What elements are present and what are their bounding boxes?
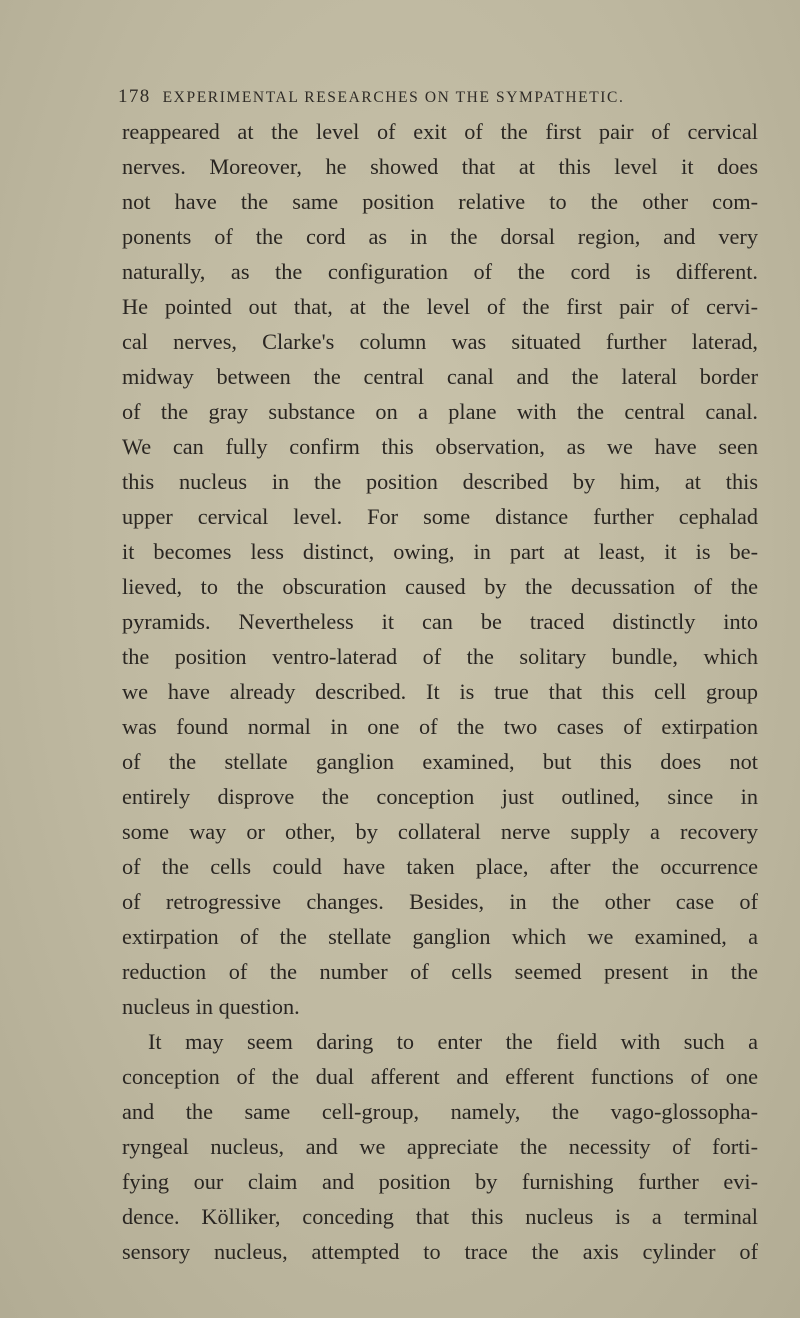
- text-line: naturally, as the configuration of the cord is different.: [122, 259, 758, 284]
- text-line: dence. Kölliker, conceding that this nucleus is a terminal: [122, 1204, 758, 1229]
- running-title: EXPERIMENTAL RESEARCHES ON THE SYMPATHETIC.: [162, 89, 625, 106]
- text-line: not have the same position relative to the other com-: [122, 189, 758, 214]
- text-line: this nucleus in the position described by him, at this: [122, 469, 758, 494]
- text-line: the position ventro-laterad of the solitary bundle, which: [122, 644, 758, 669]
- text-line: entirely disprove the conception just outlined, since in: [122, 784, 758, 809]
- text-line: of the stellate ganglion examined, but this does not: [122, 749, 758, 774]
- text-line: We can fully confirm this observation, as we have seen: [122, 434, 758, 459]
- running-head: [118, 86, 624, 108]
- text-line: reappeared at the level of exit of the first pair of cervical: [122, 119, 758, 144]
- text-line: reduction of the number of cells seemed present in the: [122, 959, 758, 984]
- text-line: nucleus in question.: [122, 994, 300, 1019]
- text-line: extirpation of the stellate ganglion which we examined, a: [122, 924, 758, 949]
- text-line: of retrogressive changes. Besides, in the other case of: [122, 889, 758, 914]
- page-number: 178: [118, 86, 151, 107]
- text-line: upper cervical level. For some distance further cephalad: [122, 504, 758, 529]
- text-line: pyramids. Nevertheless it can be traced distinctly into: [122, 609, 758, 634]
- text-line: of the gray substance on a plane with the central canal.: [122, 399, 758, 424]
- text-line: ryngeal nucleus, and we appreciate the necessity of forti-: [122, 1134, 758, 1159]
- text-line: sensory nucleus, attempted to trace the axis cylinder of: [122, 1239, 758, 1264]
- text-line: It may seem daring to enter the field with such a: [148, 1029, 758, 1054]
- text-line: nerves. Moreover, he showed that at this level it does: [122, 154, 758, 179]
- body-text: [122, 114, 758, 1269]
- text-line: He pointed out that, at the level of the first pair of cervi-: [122, 294, 758, 319]
- text-line: lieved, to the obscuration caused by the decussation of the: [122, 574, 758, 599]
- text-line: conception of the dual afferent and efferent functions of one: [122, 1064, 758, 1089]
- text-line: cal nerves, Clarke's column was situated further laterad,: [122, 329, 758, 354]
- text-line: it becomes less distinct, owing, in part at least, it is be-: [122, 539, 758, 564]
- text-line: and the same cell-group, namely, the vago-glossopha-: [122, 1099, 758, 1124]
- text-line: was found normal in one of the two cases of extirpation: [122, 714, 758, 739]
- text-line: midway between the central canal and the lateral border: [122, 364, 758, 389]
- text-line: we have already described. It is true that this cell group: [122, 679, 758, 704]
- text-line: of the cells could have taken place, after the occurrence: [122, 854, 758, 879]
- text-line: some way or other, by collateral nerve supply a recovery: [122, 819, 758, 844]
- text-line: fying our claim and position by furnishing further evi-: [122, 1169, 758, 1194]
- text-line: ponents of the cord as in the dorsal region, and very: [122, 224, 758, 249]
